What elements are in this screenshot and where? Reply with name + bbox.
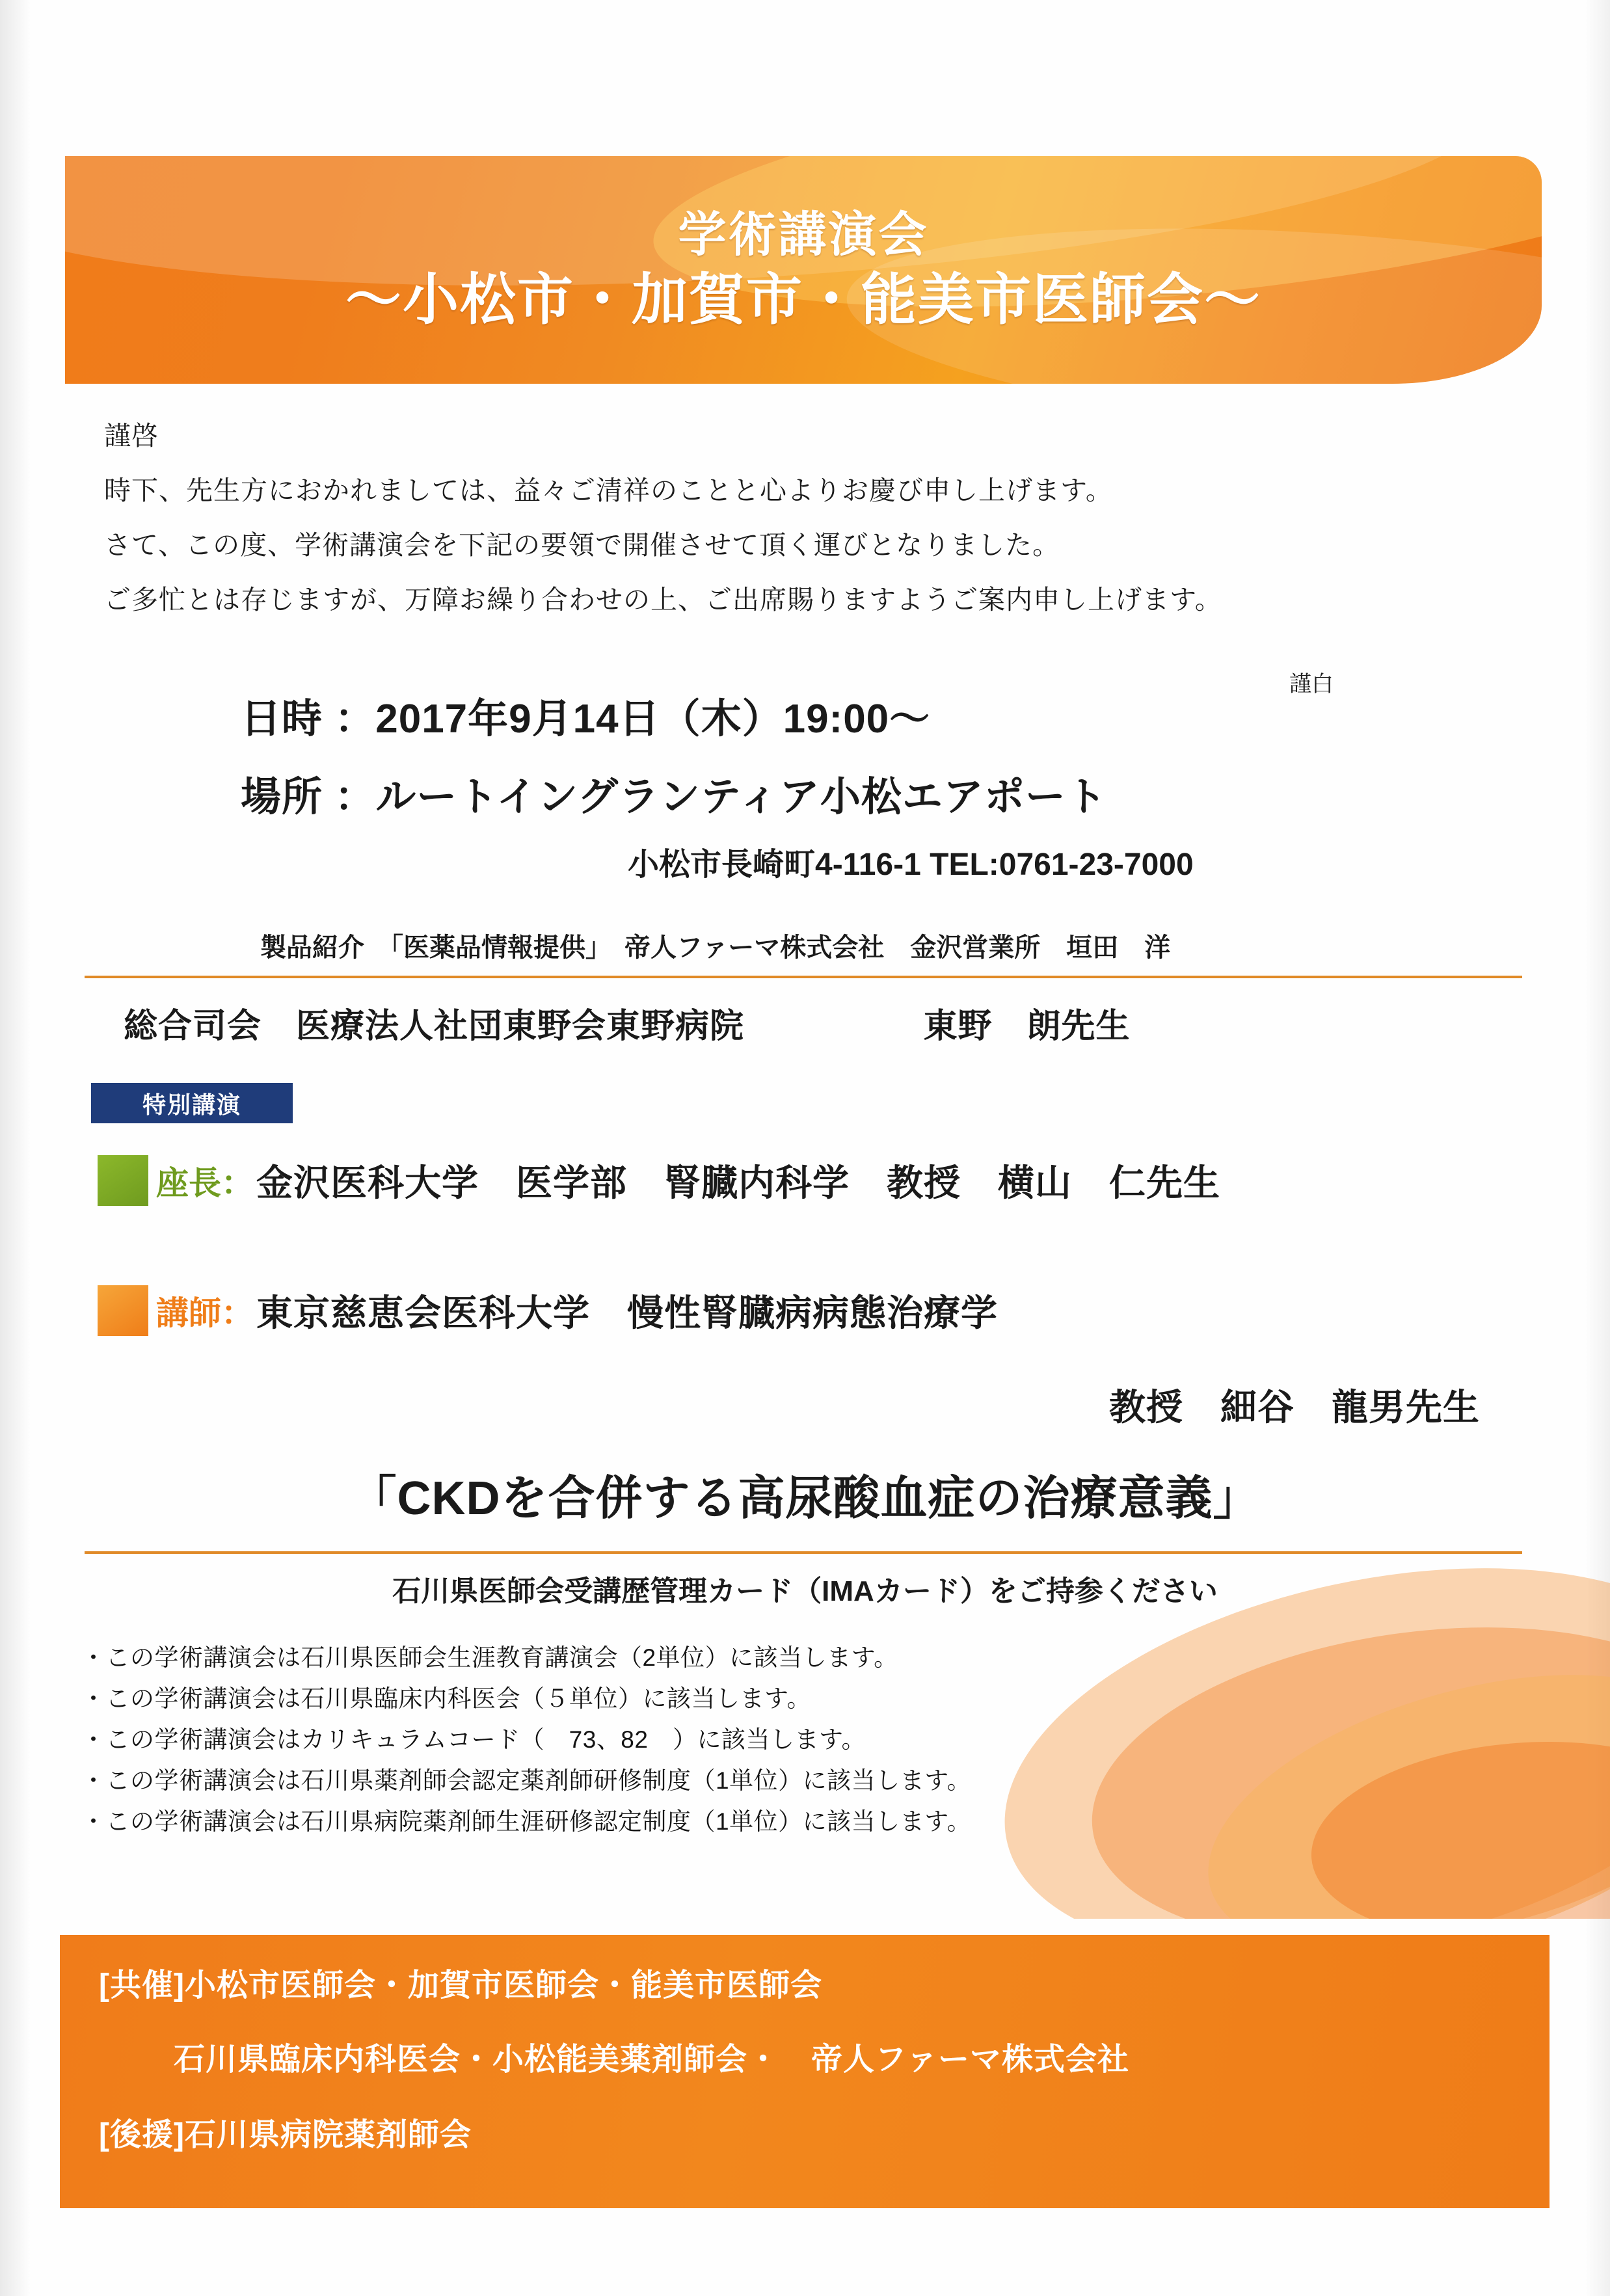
event-address: 小松市長崎町4-116-1 TEL:0761-23-7000 <box>628 848 1194 882</box>
list-item: ・この学術講演会は石川県臨床内科医会（５単位）に該当します。 <box>81 1685 812 1712</box>
header-banner <box>65 156 1542 384</box>
greeting-salutation: 謹啓 <box>104 421 159 451</box>
divider-middle <box>85 1551 1522 1554</box>
event-datetime: 日時 ：2017年9月14日（木）19:00〜 <box>241 697 931 741</box>
credit-list <box>81 1646 1447 1850</box>
sponsor-footer <box>60 1935 1550 2208</box>
moderator-row <box>124 998 1130 1047</box>
lecturer-label: 講師： <box>156 1295 254 1331</box>
ima-card-note: 石川県医師会受講歴管理カード（IMAカード）をご持参ください <box>392 1575 1218 1607</box>
event-place: 場所 ：ルートイングランティア小松エアポート <box>241 775 1107 820</box>
lecturer-row <box>98 1285 998 1337</box>
moderator-label: 総合司会 医療法人社団東野会東野病院 <box>124 1008 745 1045</box>
banner-title: 学術講演会 <box>678 207 929 262</box>
green-square-icon <box>98 1155 148 1206</box>
chair-body: 金沢医科大学 医学部 腎臓内科学 教授 横山 仁先生 <box>256 1162 1220 1203</box>
orange-square-icon <box>98 1285 148 1336</box>
footer-cohost-line: [共催]小松市医師会・加賀市医師会・能美市医師会 <box>99 1968 822 2003</box>
list-item: ・この学術講演会はカリキュラムコード（ 73、82 ）に該当します。 <box>81 1726 866 1753</box>
banner-text-block <box>65 156 1542 384</box>
talk-title: 「CKDを合併する高尿酸血症の治療意義」 <box>349 1473 1261 1525</box>
lecturer-name: 教授 細谷 龍男先生 <box>1109 1387 1480 1428</box>
chair-label: 座長： <box>156 1165 254 1201</box>
greeting-paragraph-2: さて、この度、学術講演会を下記の要領で開催させて頂く運びとなりました。 <box>104 530 1060 560</box>
footer-support-line: [後援]石川県病院薬剤師会 <box>99 2118 472 2152</box>
footer-cohost-line-2: 石川県臨床内科医会・小松能美薬剤師会・ 帝人ファーマ株式会社 <box>174 2042 1130 2077</box>
scan-edge-left <box>0 0 31 2296</box>
list-item: ・この学術講演会は石川県医師会生涯教育講演会（2単位）に該当します。 <box>81 1644 898 1671</box>
greeting-paragraph-1: 時下、先生方におかれましては、益々ご清祥のことと心よりお慶び申し上げます。 <box>104 475 1113 505</box>
greeting-block <box>104 421 1509 697</box>
list-item: ・この学術講演会は石川県薬剤師会認定薬剤師研修制度（1単位）に該当します。 <box>81 1767 972 1794</box>
lecturer-body: 東京慈恵会医科大学 慢性腎臓病病態治療学 <box>256 1292 998 1333</box>
scan-edge-right <box>1584 0 1610 2296</box>
greeting-paragraph-3: ご多忙とは存じますが、万障お繰り合わせの上、ご出席賜りますようご案内申し上げます。 <box>104 585 1222 615</box>
greeting-closing: 謹白 <box>1289 672 1334 697</box>
product-introduction: 製品紹介 「医薬品情報提供」 帝人ファーマ株式会社 金沢営業所 垣田 洋 <box>260 933 1171 962</box>
banner-subtitle: 〜小松市・加賀市・能美市医師会〜 <box>345 269 1261 332</box>
chair-row <box>98 1155 1220 1207</box>
moderator-name: 東野 朗先生 <box>923 1008 1131 1045</box>
divider-top <box>85 976 1522 978</box>
special-lecture-badge: 特別講演 <box>91 1083 293 1123</box>
list-item: ・この学術講演会は石川県病院薬剤師生涯研修認定制度（1単位）に該当します。 <box>81 1808 972 1835</box>
